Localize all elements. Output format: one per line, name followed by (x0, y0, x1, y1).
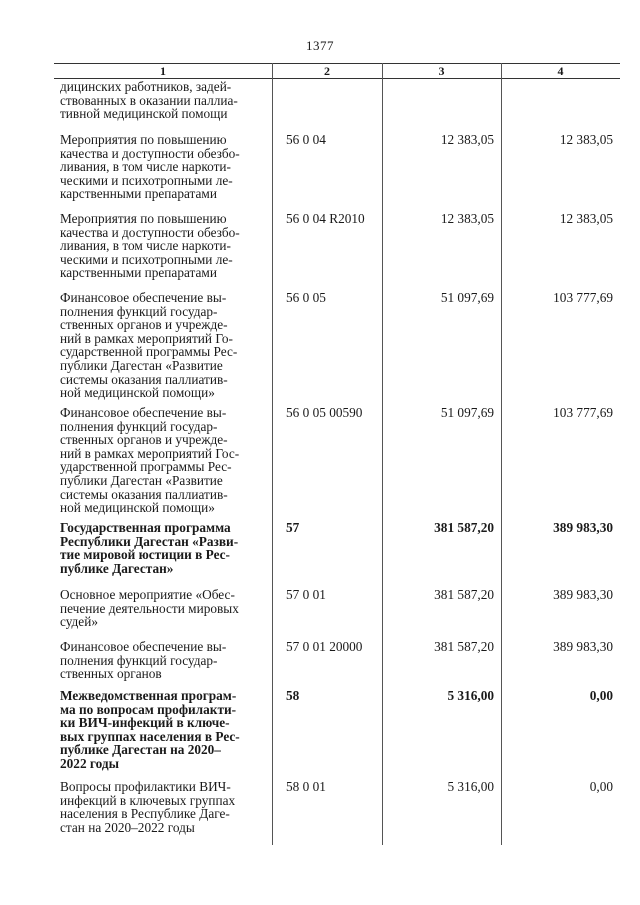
table-row (54, 640, 620, 681)
row-value-col4: 389 983,30 (553, 520, 613, 535)
row-value-col4 (501, 80, 620, 121)
table-row (54, 80, 620, 121)
row-value-col4: 0,00 (589, 688, 613, 703)
row-value-col4: 389 983,30 (553, 587, 613, 602)
page-number: 1377 (306, 38, 334, 53)
row-value-col3: 12 383,05 (440, 132, 494, 147)
row-name: Финансовое обеспечение вы- полнения функций государ- ственных органов и учрежде- ний в рамках мероприятий Гос- ударственной программы Рес- публики Дагестан «Развитие системы оказания паллиатив- ной медицинской помощи» (60, 405, 240, 516)
row-name: Межведомственная програм- ма по вопросам профилакти- ки ВИЧ-инфекций в ключе- вых группах населения в Рес- публике Дагестан на 2020– 2022 годы (60, 688, 240, 771)
row-value-col3: 5 316,00 (447, 688, 494, 703)
row-name: Вопросы профилактики ВИЧ- инфекций в ключевых группах населения в Республике Даге- стан на 2020–2022 годы (60, 779, 236, 835)
row-value-col3: 51 097,69 (440, 405, 494, 420)
row-name: Финансовое обеспечение вы- полнения функций государ- ственных органов (60, 639, 227, 682)
row-code: 56 0 05 (286, 290, 326, 305)
row-name: дицинских работников, задей- ствованных в оказании паллиа- тивной медицинской помощи (60, 79, 238, 122)
row-value-col3: 381 587,20 (434, 520, 494, 535)
table-row (54, 406, 620, 515)
row-value-col4: 12 383,05 (559, 132, 613, 147)
row-code: 57 (286, 520, 300, 535)
table-row (54, 780, 620, 834)
row-value-col4: 0,00 (589, 779, 613, 794)
row-name: Финансовое обеспечение вы- полнения функций государ- ственных органов и учрежде- ний в рамках мероприятий Го- сударственной программы Рес- публики Дагестан «Развитие системы оказания паллиатив- ной медицинской помощи» (60, 290, 238, 401)
row-value-col3 (382, 80, 501, 121)
table-row (54, 212, 620, 280)
row-value-col3: 12 383,05 (440, 211, 494, 226)
header-col-1: 1 (160, 64, 166, 78)
row-code: 56 0 04 R2010 (286, 211, 365, 226)
row-code: 57 0 01 20000 (286, 639, 363, 654)
row-name: Мероприятия по повышению качества и доступности обезбо- ливания, в том числе наркоти- ческими и психотропными ле- карственными препаратами (60, 211, 240, 281)
table-row (54, 689, 620, 771)
table-row (54, 588, 620, 629)
row-code: 56 0 04 (286, 132, 326, 147)
table-row (54, 133, 620, 201)
table-header-row (54, 63, 620, 79)
row-value-col4: 103 777,69 (553, 290, 613, 305)
row-code: 57 0 01 (286, 587, 326, 602)
row-value-col4: 12 383,05 (559, 211, 613, 226)
row-value-col4: 103 777,69 (553, 405, 613, 420)
table-row (54, 521, 620, 575)
header-col-4: 4 (557, 64, 564, 78)
row-code: 58 (286, 688, 300, 703)
row-value-col4: 389 983,30 (553, 639, 613, 654)
row-value-col3: 51 097,69 (440, 290, 494, 305)
row-value-col3: 381 587,20 (434, 587, 494, 602)
row-value-col3: 381 587,20 (434, 639, 494, 654)
table-row (54, 291, 620, 400)
row-name: Основное мероприятие «Обес- печение деятельности мировых судей» (60, 587, 239, 630)
header-col-2: 2 (324, 64, 330, 78)
row-code: 56 0 05 00590 (286, 405, 363, 420)
header-col-3: 3 (438, 64, 445, 78)
row-code: 58 0 01 (286, 779, 326, 794)
budget-table (54, 63, 620, 79)
row-name: Мероприятия по повышению качества и доступности обезбо- ливания, в том числе наркоти- ческими и психотропными ле- карственными препаратами (60, 132, 240, 202)
row-name: Государственная программа Республики Дагестан «Разви- тие мировой юстиции в Рес- публике Дагестан» (60, 520, 239, 576)
row-code (272, 80, 382, 121)
row-value-col3: 5 316,00 (447, 779, 494, 794)
